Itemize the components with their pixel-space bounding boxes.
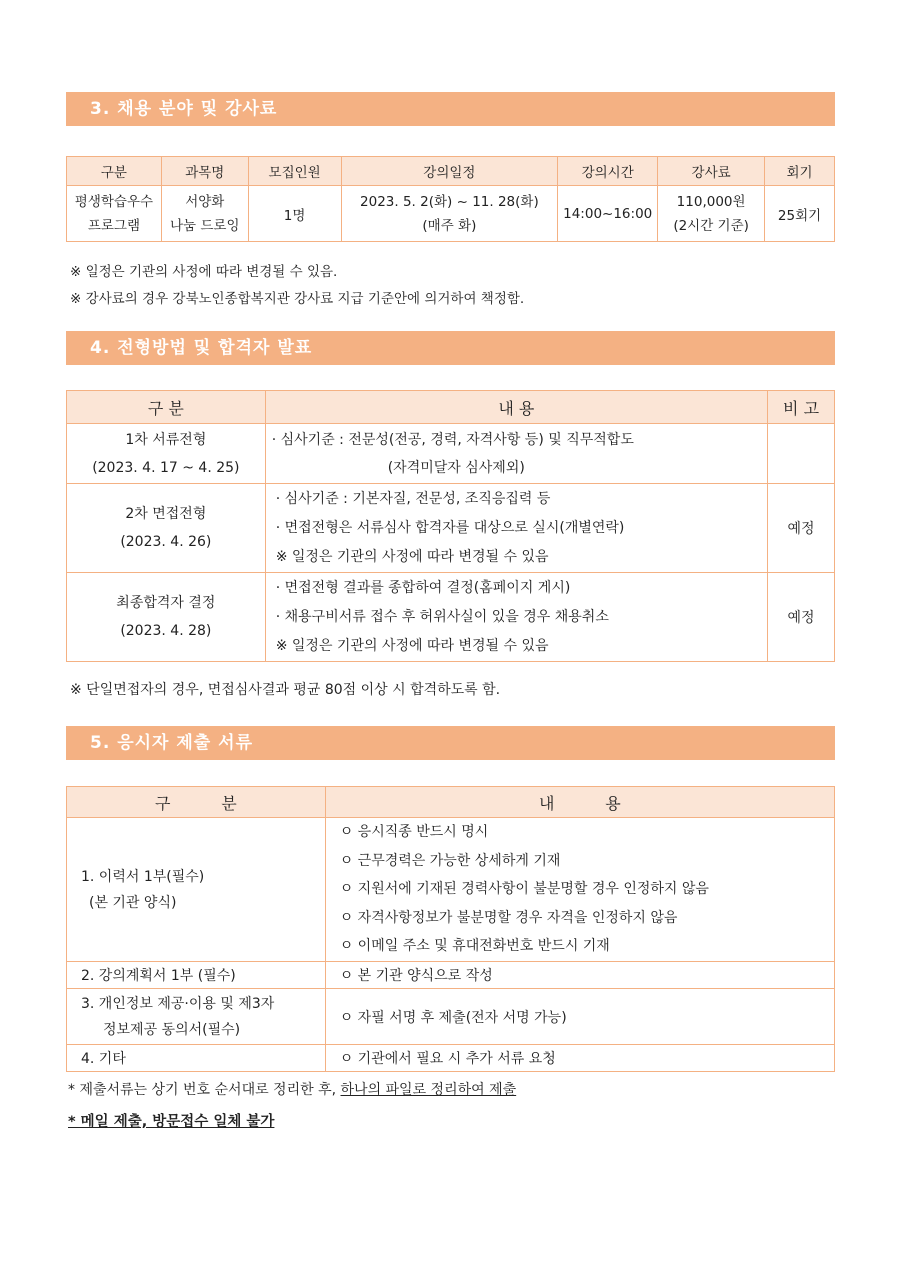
header-item: 구 분 [67,787,326,818]
table-header-row [67,157,835,186]
cell-item: 4. 기타 [67,1045,326,1072]
cell-content: ㅇ 응시직종 반드시 명시 ㅇ 근무경력은 가능한 상세하게 기재 ㅇ 지원서에 기재된 경력사항이 불분명할 경우 인정하지 않음 ㅇ 자격사항정보가 불분명할 경우 자격을 인정하지 않음 ㅇ 이메일 주소 및 휴대전화번호 반드시 기재 [325,818,834,962]
cell-item: 3. 개인정보 제공·이용 및 제3자 정보제공 동의서(필수) [67,989,326,1045]
cell-fee: 110,000원 (2시간 기준) [658,186,765,242]
header-schedule: 강의일정 [341,157,558,186]
cell-content: · 심사기준 : 기본자질, 전문성, 조직응집력 등 · 면접전형은 서류심사 합격자를 대상으로 실시(개별연락) ※ 일정은 기관의 사정에 따라 변경될 수 있음 [265,484,767,573]
cell-content: ㅇ 본 기관 양식으로 작성 [325,962,834,989]
documents-table [66,786,835,1072]
table-row [67,424,835,484]
cell-content: · 면접전형 결과를 종합하여 결정(홈페이지 게시) · 채용구비서류 접수 후 허위사실이 있을 경우 채용취소 ※ 일정은 기관의 사정에 따라 변경될 수 있음 [265,573,767,662]
header-remark: 비 고 [768,391,835,424]
section-4-title: 4. 전형방법 및 합격자 발표 [66,331,835,365]
cell-item: 1. 이력서 1부(필수) (본 기관 양식) [67,818,326,962]
section-3-note-2: ※ 강사료의 경우 강북노인종합복지관 강사료 지급 기준안에 의거하여 책정함. [70,291,525,307]
cell-content: ㅇ 기관에서 필요 시 추가 서류 요청 [325,1045,834,1072]
header-subject: 과목명 [161,157,248,186]
cell-time: 14:00~16:00 [558,186,658,242]
cell-item: 2. 강의계획서 1부 (필수) [67,962,326,989]
table-row [67,573,835,662]
section-5-note-2: * 메일 제출, 방문접수 일체 불가 [68,1114,275,1130]
header-sessions: 회기 [765,157,835,186]
header-fee: 강사료 [658,157,765,186]
cell-content: · 심사기준 : 전문성(전공, 경력, 자격사항 등) 및 직무적합도 (자격미달자 심사제외) [265,424,767,484]
cell-content: ㅇ 자필 서명 후 제출(전자 서명 가능) [325,989,834,1045]
table-row [67,484,835,573]
section-3-note-1: ※ 일정은 기관의 사정에 따라 변경될 수 있음. [70,264,338,280]
table-row [67,818,835,962]
cell-remark: 예정 [768,484,835,573]
cell-sessions: 25회기 [765,186,835,242]
cell-category: 평생학습우수 프로그램 [67,186,162,242]
header-category: 구분 [67,157,162,186]
cell-remark: 예정 [768,573,835,662]
cell-stage: 최종합격자 결정 (2023. 4. 28) [67,573,266,662]
cell-subject: 서양화 나눔 드로잉 [161,186,248,242]
section-4-note: ※ 단일면접자의 경우, 면접심사결과 평균 80점 이상 시 합격하도록 함. [70,682,501,698]
header-time: 강의시간 [558,157,658,186]
table-row [67,962,835,989]
section-5-title: 5. 응시자 제출 서류 [66,726,835,760]
header-stage: 구 분 [67,391,266,424]
cell-remark [768,424,835,484]
recruitment-table [66,156,835,242]
header-content: 내 용 [325,787,834,818]
cell-stage: 1차 서류전형 (2023. 4. 17 ~ 4. 25) [67,424,266,484]
table-row [67,989,835,1045]
table-header-row [67,391,835,424]
cell-stage: 2차 면접전형 (2023. 4. 26) [67,484,266,573]
table-row [67,1045,835,1072]
section-3-title: 3. 채용 분야 및 강사료 [66,92,835,126]
cell-count: 1명 [248,186,341,242]
selection-table [66,390,835,662]
cell-schedule: 2023. 5. 2(화) ~ 11. 28(화) (매주 화) [341,186,558,242]
section-5-note-1: * 제출서류는 상기 번호 순서대로 정리한 후, 하나의 파일로 정리하여 제출 [68,1082,517,1098]
header-content: 내 용 [265,391,767,424]
table-header-row [67,787,835,818]
header-count: 모집인원 [248,157,341,186]
table-row [67,186,835,242]
